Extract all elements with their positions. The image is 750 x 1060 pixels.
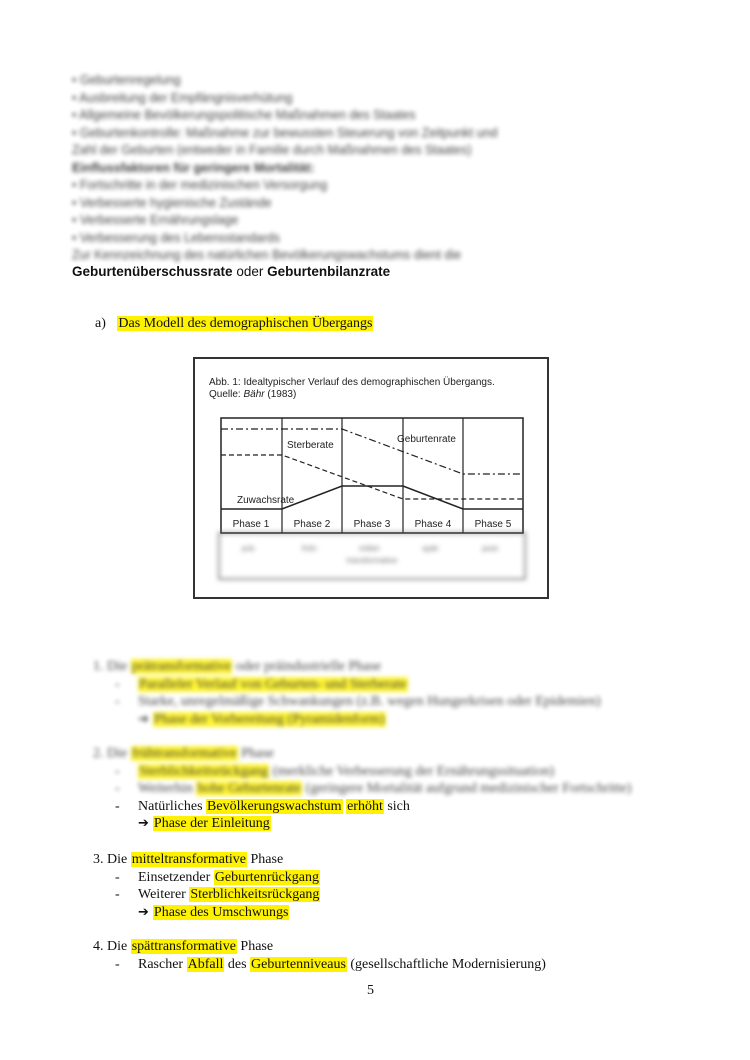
phase-2-item: - Weiterhin hohe Geburtenrate (geringere Mortalität aufgrund medizinischer Fortschritte) (115, 781, 632, 796)
section-title: Das Modell des demographischen Übergangs (118, 316, 373, 331)
item-highlight: Geburtenrückgang (214, 869, 319, 885)
intro-line: • Verbesserte hygienische Zustände (72, 195, 272, 210)
phase-name: spättransformative (131, 939, 236, 954)
demographic-transition-figure (193, 357, 549, 599)
item-text: Paralleler Verlauf von Geburten- und Sterberate (139, 676, 407, 692)
item-text: Weiterhin (138, 781, 197, 796)
phase-name: prätransformative (131, 659, 232, 674)
phase-1-result (138, 711, 601, 729)
phase-prefix: Die (107, 852, 131, 867)
term-geburtenbilanzrate: Geburtenbilanzrate (267, 264, 391, 279)
item-text: sich (383, 798, 410, 814)
phase-3-result (138, 904, 320, 922)
lower-label: früh- (301, 544, 319, 553)
phase-3-item: - Einsetzender Geburtenrückgang (115, 869, 319, 885)
phase-3-item: - Weiterer Sterblichkeitsrückgang (115, 887, 320, 902)
phase-1-block (93, 658, 601, 728)
term-geburtenueberschussrate: Geburtenüberschussrate (72, 264, 233, 279)
intro-line: • Ausbreitung der Empfängnisverhütung (72, 90, 293, 105)
section-heading (95, 316, 373, 332)
phase-label: Phase 4 (414, 519, 452, 530)
item-text: Einsetzender (138, 869, 214, 885)
page-number: 5 (367, 983, 374, 998)
arrow-right-icon: ➔ (138, 816, 149, 831)
geburtenrate-line (221, 429, 523, 474)
geburten-line (72, 264, 390, 279)
caption-year: (1983) (264, 389, 297, 400)
blurred-intro-text (72, 72, 612, 265)
intro-heading: Einflussfaktoren für geringere Mortalität: (72, 160, 315, 175)
result-text: Phase des Umschwungs (153, 904, 289, 920)
phase-2-item: - Sterblichkeitsrückgang (merkliche Verbesserung der Ernährungssituation) (115, 763, 555, 779)
phase-label: Phase 2 (293, 519, 331, 530)
arrow-right-icon: ➔ (138, 711, 149, 727)
item-text: Rascher (138, 956, 187, 972)
phase-2-result (138, 815, 631, 833)
section-label: a) (95, 316, 106, 331)
phase-label: Phase 5 (474, 519, 512, 530)
phase-number: 3. (93, 852, 104, 867)
lower-label: spät- (422, 544, 440, 553)
phase-prefix: Die (107, 659, 131, 674)
phase-3-block (93, 851, 320, 921)
intro-line: • Verbesserte Ernährungslage (72, 213, 239, 227)
phase-2-block (93, 745, 631, 833)
item-highlight: Abfall (187, 956, 224, 972)
phase-number: 4. (93, 939, 104, 954)
phase-2-heading (93, 745, 631, 763)
phase-suffix: Phase (247, 852, 284, 867)
item-highlight: hohe Geburtenrate (197, 781, 302, 796)
phase-prefix: Die (107, 746, 131, 761)
lower-label: mittel- (359, 544, 381, 553)
result-text: Phase der Einleitung (153, 816, 270, 831)
item-highlight: Bevölkerungswachstum (207, 798, 342, 814)
item-text: des (224, 956, 251, 972)
intro-line: Zur Kennzeichnung des natürlichen Bevölkerungswachstums dient die (72, 248, 462, 262)
result-text: Phase der Vorbereitung (Pyramidenform) (153, 711, 385, 727)
phase-4-heading (93, 938, 546, 956)
item-highlight: erhöht (347, 798, 383, 814)
phase-prefix: Die (107, 939, 131, 954)
phase-number: 1. (93, 659, 104, 674)
lower-label: prä- (241, 544, 257, 553)
caption-source-prefix: Quelle: (209, 389, 244, 400)
item-text: Starke, unregelmäßige Schwankungen (z.B. wegen Hungerkrisen oder Epidemien) (138, 694, 601, 709)
item-highlight: Geburtenniveaus (251, 956, 346, 972)
lower-sublabel: transformative (346, 556, 398, 565)
phase-1-item: - Paralleler Verlauf von Geburten- und Sterberate (115, 676, 407, 692)
label-sterberate: Sterberate (287, 440, 334, 451)
phase-1-heading (93, 658, 601, 676)
sterberate-line (221, 455, 523, 499)
intro-line: • Fortschritte in der medizinischen Versorgung (72, 178, 328, 192)
phase-name: frühtransformative (131, 746, 237, 761)
item-text: Natürliches (138, 798, 207, 814)
intro-line: • Geburtenregelung (72, 73, 181, 87)
label-zuwachsrate: Zuwachsrate (237, 495, 295, 506)
phase-4-block (93, 938, 546, 973)
intro-line: • Verbesserung des Lebensstandards (72, 230, 280, 245)
phase-label: Phase 1 (232, 519, 270, 530)
intro-line: • Allgemeine Bevölkerungspolitische Maßnahmen des Staates (72, 108, 416, 122)
phase-name: mitteltransformative (131, 852, 247, 867)
diagram-frame (221, 418, 523, 533)
item-text: (merkliche Verbesserung der Ernährungssituation) (269, 763, 555, 779)
term-connector: oder (236, 264, 264, 279)
item-highlight: Sterblichkeitsrückgang (139, 763, 269, 779)
caption-author: Bähr (243, 389, 265, 400)
phase-4-item: - Rascher Abfall des Geburtenniveaus (gesellschaftliche Modernisierung) (115, 956, 546, 972)
item-text: (geringere Mortalität aufgrund medizinischer Fortschritte) (302, 781, 632, 796)
phase-3-heading (93, 851, 320, 869)
phase-label: Phase 3 (353, 519, 391, 530)
phase-suffix: Phase (237, 746, 274, 761)
phase-number: 2. (93, 746, 104, 761)
figure-caption-line1: Abb. 1: Idealtypischer Verlauf des demographischen Übergangs. (209, 377, 495, 388)
phase-1-item: - Starke, unregelmäßige Schwankungen (z.B. wegen Hungerkrisen oder Epidemien) (115, 694, 601, 709)
arrow-right-icon: ➔ (138, 904, 149, 920)
intro-line: • Geburtenkontrolle: Maßnahme zur bewussten Steuerung von Zeitpunkt und (72, 125, 498, 140)
item-text: Weiterer (138, 887, 190, 902)
lower-label: post- (482, 544, 500, 553)
figure-lower-blurred (217, 529, 527, 587)
item-text: (gesellschaftliche Modernisierung) (346, 956, 546, 972)
phase-suffix: Phase (236, 939, 274, 954)
label-geburtenrate: Geburtenrate (397, 434, 456, 445)
phase-suffix: oder präindustrielle Phase (232, 659, 382, 674)
intro-line: Zahl der Geburten (entweder in Familie durch Maßnahmen des Staates) (72, 143, 472, 157)
phase-2-item: - Natürliches Bevölkerungswachstum erhöht sich (115, 798, 410, 814)
item-highlight: Sterblichkeitsrückgang (190, 887, 320, 902)
